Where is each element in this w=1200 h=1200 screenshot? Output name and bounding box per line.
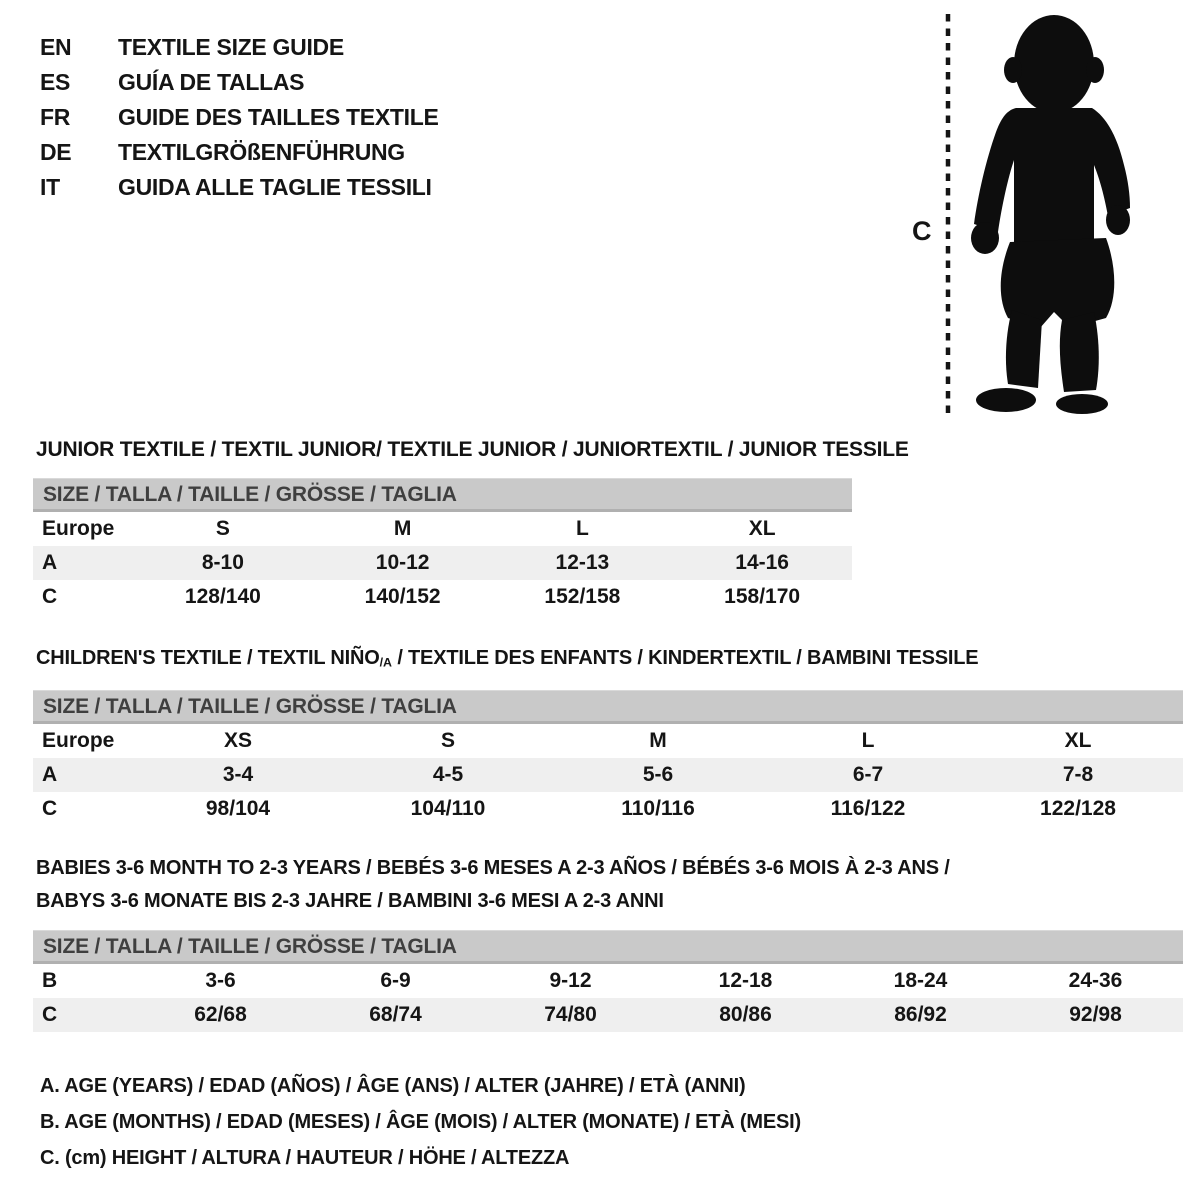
heading-text: / TEXTILE DES ENFANTS / KINDERTEXTIL / BAMBINI TESSILE (391, 647, 979, 669)
lang-row-de (40, 135, 439, 170)
table-cell: 104/110 (410, 797, 486, 820)
section-heading-junior: JUNIOR TEXTILE / TEXTIL JUNIOR/ TEXTILE JUNIOR / JUNIORTEXTIL / JUNIOR TESSILE (36, 438, 909, 461)
babies-size-table (33, 930, 1183, 1032)
baby-silhouette-icon (958, 10, 1148, 418)
lang-row-en (40, 30, 439, 65)
size-header-bar: SIZE / TALLA / TAILLE / GRÖSSE / TAGLIA (33, 930, 1183, 964)
table-cell: M (393, 517, 412, 540)
lang-title: GUIDA ALLE TAGLIE TESSILI (118, 174, 432, 200)
row-label: Europe (42, 517, 115, 540)
table-row-b (33, 964, 1183, 998)
table-cell: XL (1064, 729, 1092, 752)
row-label: C (42, 585, 58, 608)
heading-line-2: BABYS 3-6 MONATE BIS 2-3 JAHRE / BAMBINI 3-6 MESI A 2-3 ANNI (36, 890, 664, 912)
table-cell: 8-10 (201, 551, 244, 574)
table-cell: 4-5 (432, 763, 464, 786)
table-cell: 98/104 (205, 797, 271, 820)
table-cell: 140/152 (364, 585, 441, 608)
table-cell: 116/122 (830, 797, 906, 820)
lang-row-it (40, 170, 439, 205)
row-label: B (42, 969, 58, 992)
table-cell: 10-12 (375, 551, 430, 574)
junior-size-table (33, 478, 852, 614)
legend-line-b: B. AGE (MONTHS) / EDAD (MESES) / ÂGE (MOIS) / ALTER (MONATE) / ETÀ (MESI) (40, 1111, 801, 1133)
table-row-c (33, 580, 852, 614)
table-cell: L (861, 729, 875, 752)
table-cell: 18-24 (893, 969, 948, 992)
section-heading-children (36, 647, 978, 670)
section-heading-babies (36, 852, 950, 918)
lang-code: FR (40, 104, 71, 130)
lang-row-fr (40, 100, 439, 135)
table-cell: 3-6 (205, 969, 236, 992)
height-measure-dashed-line (944, 14, 952, 416)
lang-title: TEXTILGRÖßENFÜHRUNG (118, 139, 405, 165)
table-cell: 12-13 (555, 551, 610, 574)
row-label: A (42, 551, 58, 574)
table-cell: 14-16 (735, 551, 789, 574)
lang-code: EN (40, 34, 72, 60)
table-row-europe (33, 724, 1183, 758)
table-row-a (33, 546, 852, 580)
table-cell: 5-6 (642, 763, 674, 786)
table-cell: 9-12 (549, 969, 592, 992)
lang-code: DE (40, 139, 72, 165)
lang-title: GUIDE DES TAILLES TEXTILE (118, 104, 439, 130)
table-cell: S (215, 517, 230, 540)
table-cell: 86/92 (894, 1003, 947, 1026)
table-row-europe (33, 512, 852, 546)
table-cell: 92/98 (1069, 1003, 1122, 1026)
size-header-bar: SIZE / TALLA / TAILLE / GRÖSSE / TAGLIA (33, 478, 852, 512)
row-label: C (42, 1003, 58, 1026)
table-cell: 62/68 (194, 1003, 247, 1026)
table-cell: 24-36 (1068, 969, 1123, 992)
measurement-legend (40, 1068, 801, 1176)
row-label: C (42, 797, 58, 820)
heading-subscript: /A (379, 655, 392, 670)
table-cell: XS (223, 729, 252, 752)
table-cell: 3-4 (222, 763, 254, 786)
row-label: A (42, 763, 58, 786)
legend-line-c: C. (cm) HEIGHT / ALTURA / HAUTEUR / HÖHE / ALTEZZA (40, 1147, 570, 1169)
table-row-c (33, 998, 1183, 1032)
table-cell: 6-7 (852, 763, 884, 786)
table-cell: 12-18 (718, 969, 773, 992)
table-cell: 122/128 (1040, 797, 1116, 820)
lang-title: TEXTILE SIZE GUIDE (118, 34, 344, 60)
table-cell: 110/116 (621, 797, 695, 820)
table-cell: S (440, 729, 455, 752)
table-cell: 74/80 (544, 1003, 597, 1026)
lang-code: IT (40, 174, 60, 200)
lang-row-es (40, 65, 439, 100)
table-cell: 7-8 (1062, 763, 1094, 786)
lang-title: GUÍA DE TALLAS (118, 69, 305, 95)
heading-text: CHILDREN'S TEXTILE / TEXTIL NIÑO (36, 647, 380, 669)
table-cell: M (649, 729, 667, 752)
table-cell: L (575, 517, 589, 540)
table-row-a (33, 758, 1183, 792)
legend-line-a: A. AGE (YEARS) / EDAD (AÑOS) / ÂGE (ANS) / ALTER (JAHRE) / ETÀ (ANNI) (40, 1075, 746, 1097)
heading-line-1: BABIES 3-6 MONTH TO 2-3 YEARS / BEBÉS 3-6 MESES A 2-3 AÑOS / BÉBÉS 3-6 MOIS À 2-3 ANS / (36, 857, 950, 879)
table-cell: 6-9 (380, 969, 411, 992)
row-label: Europe (42, 729, 115, 752)
size-header-bar: SIZE / TALLA / TAILLE / GRÖSSE / TAGLIA (33, 690, 1183, 724)
table-row-c (33, 792, 1183, 826)
children-size-table (33, 690, 1183, 826)
height-measure-label: C (912, 216, 932, 246)
table-cell: 68/74 (369, 1003, 422, 1026)
language-title-list (40, 30, 439, 205)
lang-code: ES (40, 69, 71, 95)
table-cell: 152/158 (544, 585, 621, 608)
table-cell: XL (748, 517, 776, 540)
table-cell: 158/170 (724, 585, 801, 608)
table-cell: 80/86 (719, 1003, 772, 1026)
table-cell: 128/140 (184, 585, 261, 608)
